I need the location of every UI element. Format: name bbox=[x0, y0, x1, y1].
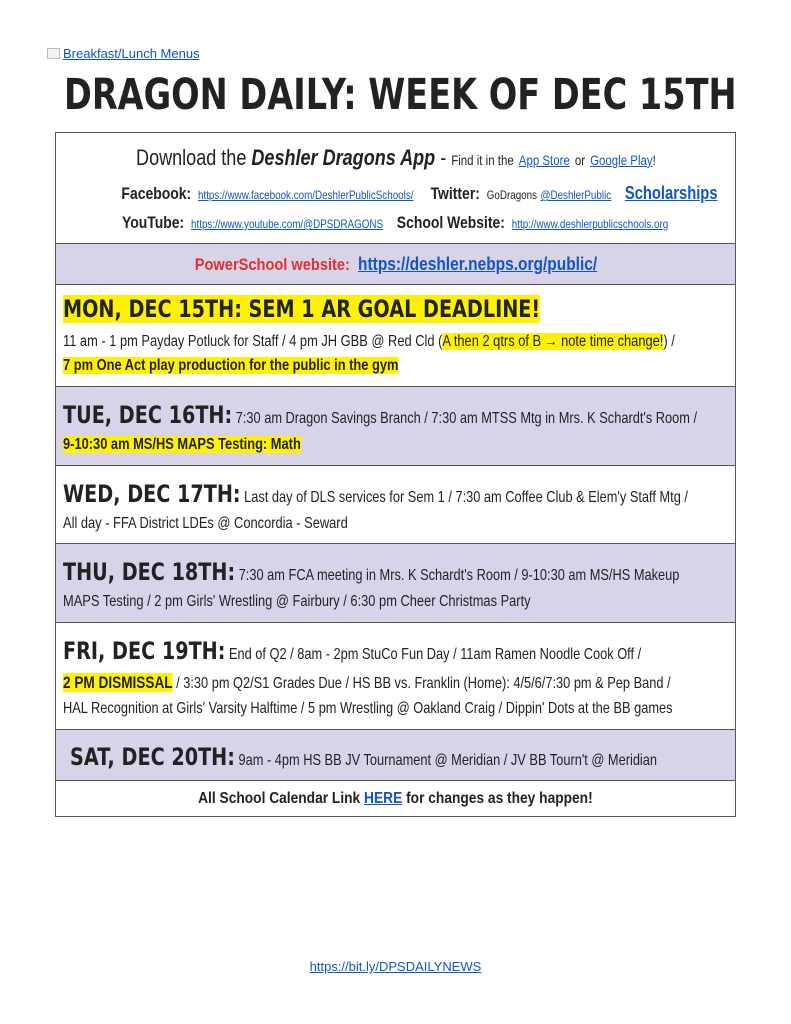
saturday-line-1 bbox=[70, 743, 657, 771]
website-label: School Website: bbox=[397, 213, 506, 232]
menus-link-wrapper bbox=[47, 46, 200, 61]
calendar-suffix: for changes as they happen! bbox=[406, 790, 593, 807]
calendar-line bbox=[56, 790, 735, 808]
saturday-text-1: 9am - 4pm HS BB JV Tournament @ Meridian / JV BB Tourn't @ Meridian bbox=[238, 752, 658, 769]
youtube-link[interactable]: https://www.youtube.com/@DPSDRAGONS bbox=[191, 217, 384, 231]
download-prefix: Download the bbox=[135, 145, 246, 170]
tuesday-line-2 bbox=[63, 436, 301, 454]
monday-head-line bbox=[63, 295, 540, 323]
monday-highlight-1: A then 2 qtrs of B → note time change! bbox=[442, 333, 664, 350]
or-text: or bbox=[574, 152, 585, 168]
friday-line-2 bbox=[63, 673, 671, 693]
facebook-label: Facebook: bbox=[121, 184, 192, 203]
monday-highlight-2: 7 pm One Act play production for the public in the gym bbox=[63, 357, 399, 374]
monday-line-1 bbox=[63, 333, 675, 351]
twitter-label: Twitter: bbox=[430, 184, 480, 203]
thursday-text-2: MAPS Testing / 2 pm Girls' Wrestling @ Fairbury / 6:30 pm Cheer Christmas Party bbox=[63, 593, 531, 610]
thursday-text-1: 7:30 am FCA meeting in Mrs. K Schardt's Room / 9-10:30 am MS/HS Makeup bbox=[238, 567, 680, 584]
social-line-2 bbox=[56, 213, 735, 233]
thursday-line-2 bbox=[63, 593, 531, 611]
app-name: Deshler Dragons App bbox=[250, 145, 435, 170]
tuesday-line-1 bbox=[63, 401, 697, 429]
calendar-row bbox=[56, 781, 735, 819]
google-play-link[interactable]: Google Play bbox=[589, 152, 653, 168]
friday-text-3: HAL Recognition at Girls' Varsity Halftime / 5 pm Wrestling @ Oakland Craig / Dippin' Dots at the BB games bbox=[63, 700, 673, 717]
scholarships-link[interactable]: Scholarships bbox=[624, 183, 718, 203]
find-text: Find it in the bbox=[450, 152, 514, 168]
social-line-1 bbox=[56, 183, 735, 204]
footer bbox=[0, 959, 791, 974]
friday-text-1: End of Q2 / 8am - 2pm StuCo Fun Day / 11am Ramen Noodle Cook Off / bbox=[228, 646, 642, 663]
friday-line-3 bbox=[63, 700, 673, 718]
calendar-prefix: All School Calendar Link bbox=[198, 790, 361, 807]
image-icon bbox=[47, 48, 60, 59]
twitter-handle-link[interactable]: @DeshlerPublic bbox=[540, 188, 612, 202]
friday-text-2: / 3:30 pm Q2/S1 Grades Due / HS BB vs. Franklin (Home): 4/5/6/7:30 pm & Pep Band / bbox=[172, 675, 671, 692]
breakfast-lunch-menus-link[interactable]: Breakfast/Lunch Menus bbox=[63, 46, 200, 61]
twitter-text: GoDragons bbox=[486, 188, 538, 202]
tuesday-text-1: 7:30 am Dragon Savings Branch / 7:30 am MTSS Mtg in Mrs. K Schardt's Room / bbox=[235, 410, 698, 427]
monday-text-a: 11 am - 1 pm Payday Potluck for Staff / 4 pm JH GBB @ Red Cld ( bbox=[63, 333, 443, 350]
wednesday-text-2: All day - FFA District LDEs @ Concordia - Seward bbox=[63, 515, 348, 532]
facebook-link[interactable]: https://www.facebook.com/DeshlerPublicSchools/ bbox=[197, 188, 414, 202]
wednesday-heading: WED, DEC 17TH: bbox=[63, 480, 241, 508]
monday-line-2 bbox=[63, 357, 398, 375]
download-line bbox=[56, 145, 735, 171]
monday-text-b: ) / bbox=[663, 333, 675, 350]
thursday-heading: THU, DEC 18TH: bbox=[63, 558, 236, 586]
thursday-line-1 bbox=[63, 558, 679, 586]
powerschool-row bbox=[56, 244, 735, 285]
wednesday-line-2 bbox=[63, 515, 348, 533]
calendar-here-link[interactable]: HERE bbox=[364, 790, 403, 807]
day-row-thursday bbox=[56, 544, 735, 623]
saturday-heading: SAT, DEC 20TH: bbox=[70, 743, 235, 771]
day-row-friday bbox=[56, 623, 735, 730]
dash: - bbox=[434, 145, 451, 170]
powerschool-link[interactable]: https://deshler.nebps.org/public/ bbox=[357, 254, 597, 274]
website-link[interactable]: http://www.deshlerpublicschools.org bbox=[512, 217, 669, 231]
day-row-saturday bbox=[56, 730, 735, 781]
wednesday-line-1 bbox=[63, 480, 688, 508]
wednesday-text-1: Last day of DLS services for Sem 1 / 7:30 am Coffee Club & Elem'y Staff Mtg / bbox=[244, 489, 688, 506]
newsletter-table bbox=[55, 132, 736, 817]
page-title: DRAGON DAILY: WEEK OF DEC 15TH bbox=[64, 70, 737, 120]
monday-heading: MON, DEC 15TH: SEM 1 AR GOAL DEADLINE! bbox=[63, 295, 541, 323]
powerschool-line bbox=[56, 254, 735, 275]
google-play-suffix: ! bbox=[652, 152, 656, 168]
friday-line-1 bbox=[63, 637, 641, 665]
day-row-monday bbox=[56, 285, 735, 387]
tuesday-heading: TUE, DEC 16TH: bbox=[63, 401, 233, 429]
header-row bbox=[56, 133, 735, 244]
youtube-label: YouTube: bbox=[122, 213, 185, 232]
daily-news-link[interactable]: https://bit.ly/DPSDAILYNEWS bbox=[309, 959, 482, 974]
friday-heading: FRI, DEC 19TH: bbox=[63, 637, 226, 665]
day-row-wednesday bbox=[56, 466, 735, 544]
tuesday-highlight: 9-10:30 am MS/HS MAPS Testing: Math bbox=[63, 436, 301, 453]
friday-dismissal-highlight: 2 PM DISMISSAL bbox=[63, 673, 173, 692]
day-row-tuesday bbox=[56, 387, 735, 466]
powerschool-label: PowerSchool website: bbox=[194, 255, 350, 274]
app-store-link[interactable]: App Store bbox=[518, 152, 570, 168]
